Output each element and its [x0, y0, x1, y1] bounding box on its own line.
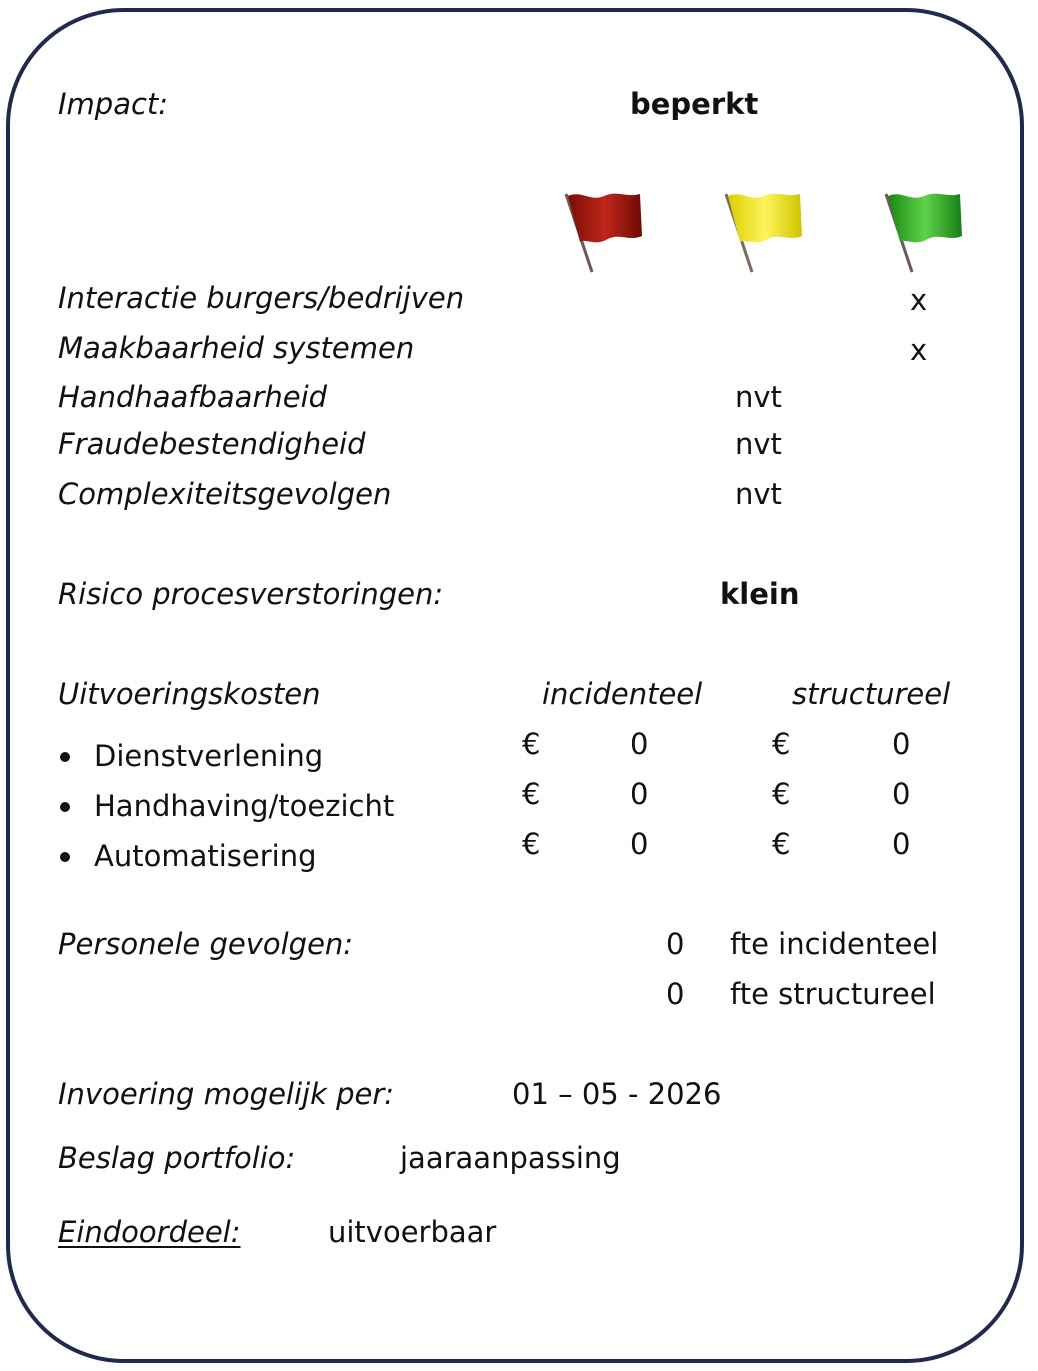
kosten-row-label: Dienstverlening	[94, 739, 324, 773]
fte-incidenteel-label: fte incidenteel	[730, 927, 939, 961]
personeel-label: Personele gevolgen:	[58, 927, 354, 961]
beslag-label: Beslag portfolio:	[58, 1141, 296, 1175]
kosten-incidenteel-value: 0	[630, 727, 649, 761]
risico-label: Risico procesverstoringen:	[58, 577, 444, 611]
kosten-structureel-value: 0	[892, 727, 911, 761]
criterion-mark: x	[910, 283, 928, 317]
currency-symbol: €	[522, 727, 541, 761]
kosten-incidenteel-value: 0	[630, 777, 649, 811]
kosten-row-label: Handhaving/toezicht	[94, 789, 395, 823]
kosten-incidenteel-value: 0	[630, 827, 649, 861]
bullet	[60, 802, 70, 812]
eindoordeel-value: uitvoerbaar	[328, 1215, 497, 1249]
yellow-flag-icon	[720, 188, 810, 276]
fte-structureel-label: fte structureel	[730, 977, 936, 1011]
invoering-label: Invoering mogelijk per:	[58, 1077, 395, 1111]
eindoordeel-label: Eindoordeel:	[58, 1215, 241, 1249]
criterion-label: Complexiteitsgevolgen	[58, 477, 392, 511]
beslag-value: jaaraanpassing	[400, 1141, 621, 1175]
criterion-label: Handhaafbaarheid	[58, 380, 328, 414]
green-flag-icon	[880, 188, 970, 276]
criterion-mark: nvt	[735, 477, 782, 511]
kosten-row-label: Automatisering	[94, 839, 317, 873]
criterion-mark: x	[910, 333, 928, 367]
criterion-label: Fraudebestendigheid	[58, 427, 366, 461]
kosten-col-incidenteel: incidenteel	[542, 677, 703, 711]
impact-label: Impact:	[58, 87, 169, 121]
kosten-structureel-value: 0	[892, 827, 911, 861]
bullet	[60, 752, 70, 762]
bullet	[60, 852, 70, 862]
kosten-col-structureel: structureel	[792, 677, 951, 711]
currency-symbol: €	[772, 727, 791, 761]
currency-symbol: €	[522, 777, 541, 811]
red-flag-icon	[560, 188, 650, 276]
kosten-label: Uitvoeringskosten	[58, 677, 321, 711]
impact-value: beperkt	[630, 87, 759, 121]
currency-symbol: €	[772, 777, 791, 811]
criterion-label: Interactie burgers/bedrijven	[58, 281, 465, 315]
currency-symbol: €	[522, 827, 541, 861]
fte-incidenteel-value: 0	[666, 927, 685, 961]
currency-symbol: €	[772, 827, 791, 861]
invoering-value: 01 – 05 - 2026	[512, 1077, 722, 1111]
risico-value: klein	[720, 577, 800, 611]
criterion-label: Maakbaarheid systemen	[58, 331, 415, 365]
fte-structureel-value: 0	[666, 977, 685, 1011]
kosten-structureel-value: 0	[892, 777, 911, 811]
criterion-mark: nvt	[735, 427, 782, 461]
criterion-mark: nvt	[735, 380, 782, 414]
